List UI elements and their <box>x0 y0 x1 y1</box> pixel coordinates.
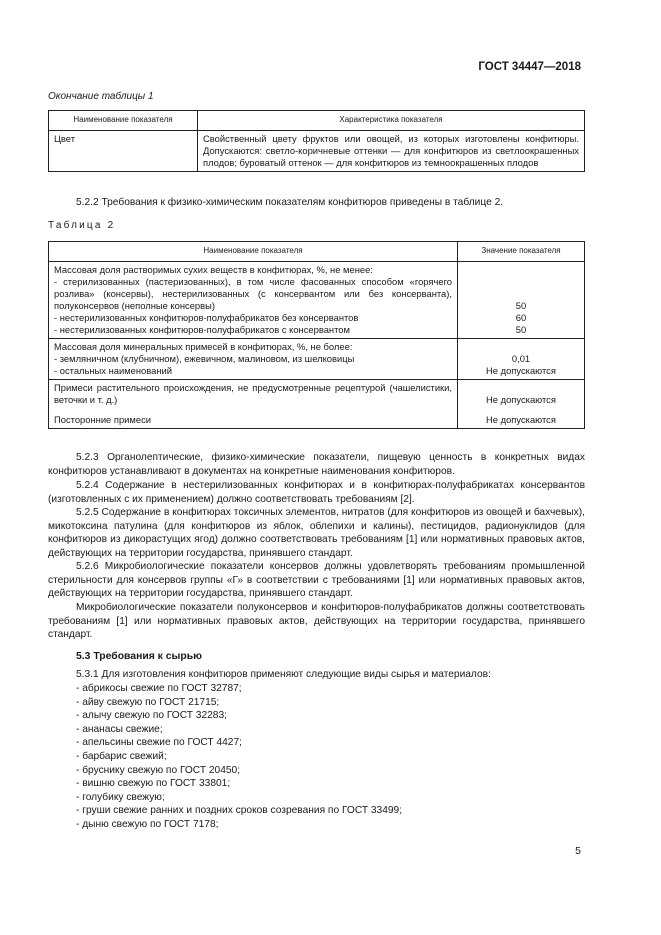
table2-g1-title: Массовая доля растворимых сухих веществ в конфитюрах, %, не менее: <box>54 264 373 275</box>
table2-group-mineral <box>49 339 458 380</box>
table2-group-mineral-values <box>458 339 585 380</box>
table2-group-impurities-values <box>458 380 585 429</box>
paragraph-5-2-3: 5.2.3 Органолептические, физико-химические показатели, пищевую ценность в конкретных видах конфитюров устанавливают в документах на конкретные наименования конфитюров. <box>48 452 585 477</box>
document-id: ГОСТ 34447—2018 <box>478 61 581 73</box>
table2-g2-item1: - земляничном (клубничном), ежевичном, малиновом, из шелковицы <box>54 353 355 364</box>
page-number: 5 <box>575 845 581 857</box>
table2-group-soluble <box>49 262 458 339</box>
table2 <box>48 241 585 429</box>
table2-group-soluble-values <box>458 262 585 339</box>
table2-g3-item2: Посторонние примеси <box>54 414 151 425</box>
list-item: - апельсины свежие по ГОСТ 4427; <box>76 737 242 749</box>
table2-g2-val1: 0,01 <box>511 353 531 364</box>
list-item: - алычу свежую по ГОСТ 32283; <box>76 710 227 722</box>
paragraph-5-3-1: 5.3.1 Для изготовления конфитюров применяют следующие виды сырья и материалов: <box>76 669 491 680</box>
table2-g1-item2: - нестерилизованных конфитюров-полуфабрикатов без консервантов <box>54 312 359 323</box>
paragraph-5-2-6: 5.2.6 Микробиологические показатели консервов должны удовлетворять требованиям промышленной стерильности для консервов группы «Г» в соответствии с требованиями [1] или нормативных правовых актов, действующих на территории государства, принявшего стандарт. <box>48 561 585 600</box>
table1-cell-desc: Свойственный цвету фруктов или овощей, из которых изготовлены конфитюры. Допускаются: светло-коричневые оттенки — для конфитюров из светлоокрашенных плодов; буроватый оттенок — для конфитюров из темноокрашенных плодов <box>198 131 585 172</box>
table2-group-impurities <box>49 380 458 429</box>
paragraph-5-2-6-cont: Микробиологические показатели полуконсервов и конфитюров-полуфабрикатов должны соответствовать требованиям [1] или нормативных правовых актов, действующих на территории государства, принявшего стандарт. <box>48 602 585 641</box>
table2-g1-item1: - стерилизованных (пастеризованных), в том числе фасованных способом «горячего розлива» (консервы), нестерилизованных (с консервантом или без консерванта), полуконсервов (неполные консервы) <box>54 276 452 311</box>
section-5-3-title: 5.3 Требования к сырью <box>76 651 203 662</box>
paragraph-5-2-2: 5.2.2 Требования к физико-химическим показателям конфитюров приведены в таблице 2. <box>76 197 504 208</box>
table2-header-value: Значение показателя <box>458 242 585 262</box>
table2-g1-val2: 60 <box>515 312 527 323</box>
table2-g1-val3: 50 <box>515 324 527 335</box>
list-item: - абрикосы свежие по ГОСТ 32787; <box>76 683 242 694</box>
table2-g3-val2: Не допускаются <box>486 414 556 425</box>
table2-g3-val1: Не допускаются <box>486 394 556 405</box>
list-item: - ананасы свежие; <box>76 723 163 735</box>
table2-g1-item3: - нестерилизованных конфитюров-полуфабрикатов с консервантом <box>54 324 350 335</box>
table1-header-desc: Характеристика показателя <box>198 111 585 131</box>
table1-caption: Окончание таблицы 1 <box>48 91 154 102</box>
list-item: - дыню свежую по ГОСТ 7178; <box>76 818 219 830</box>
table1 <box>48 110 585 172</box>
paragraph-5-2-5: 5.2.5 Содержание в конфитюрах токсичных элементов, нитратов (для конфитюров из овощей и бахчевых), микотоксина патулина (для конфитюров из яблок, облепихи и калины), пестицидов, радионуклидов (для конфитюров из дикорастущих ягод) должно соответствовать требованиям [1] или нормативных правовых актов, действующих на территории государства, принявшего стандарт. <box>48 507 585 559</box>
table2-g2-item2: - остальных наименований <box>54 365 173 376</box>
list-item: - вишню свежую по ГОСТ 33801; <box>76 778 231 790</box>
table1-cell-name: Цвет <box>49 131 198 172</box>
table2-g2-val2: Не допускаются <box>486 365 556 376</box>
table2-header-name: Наименование показателя <box>49 242 458 262</box>
paragraph-5-2-4: 5.2.4 Содержание в нестерилизованных конфитюрах и в конфитюрах-полуфабрикатах консервантов (изготовленных с их применением) должно соответствовать требованиям [2]. <box>48 480 585 505</box>
table2-g1-val1: 50 <box>515 300 527 311</box>
raw-materials-list <box>76 682 402 832</box>
list-item: - голубику свежую; <box>76 791 165 803</box>
table2-caption: Таблица 2 <box>48 220 116 231</box>
table1-header-name: Наименование показателя <box>49 111 198 131</box>
list-item: - барбарис свежий; <box>76 750 167 762</box>
list-item: - груши свежие ранних и поздних сроков созревания по ГОСТ 33499; <box>76 805 403 817</box>
table2-g2-title: Массовая доля минеральных примесей в конфитюрах, %, не более: <box>54 341 353 352</box>
list-item: - айву свежую по ГОСТ 21715; <box>76 696 220 708</box>
list-item: - бруснику свежую по ГОСТ 20450; <box>76 764 241 776</box>
table2-g3-item1: Примеси растительного происхождения, не предусмотренные рецептурой (чашелистики, веточки и т. д.) <box>54 382 452 405</box>
